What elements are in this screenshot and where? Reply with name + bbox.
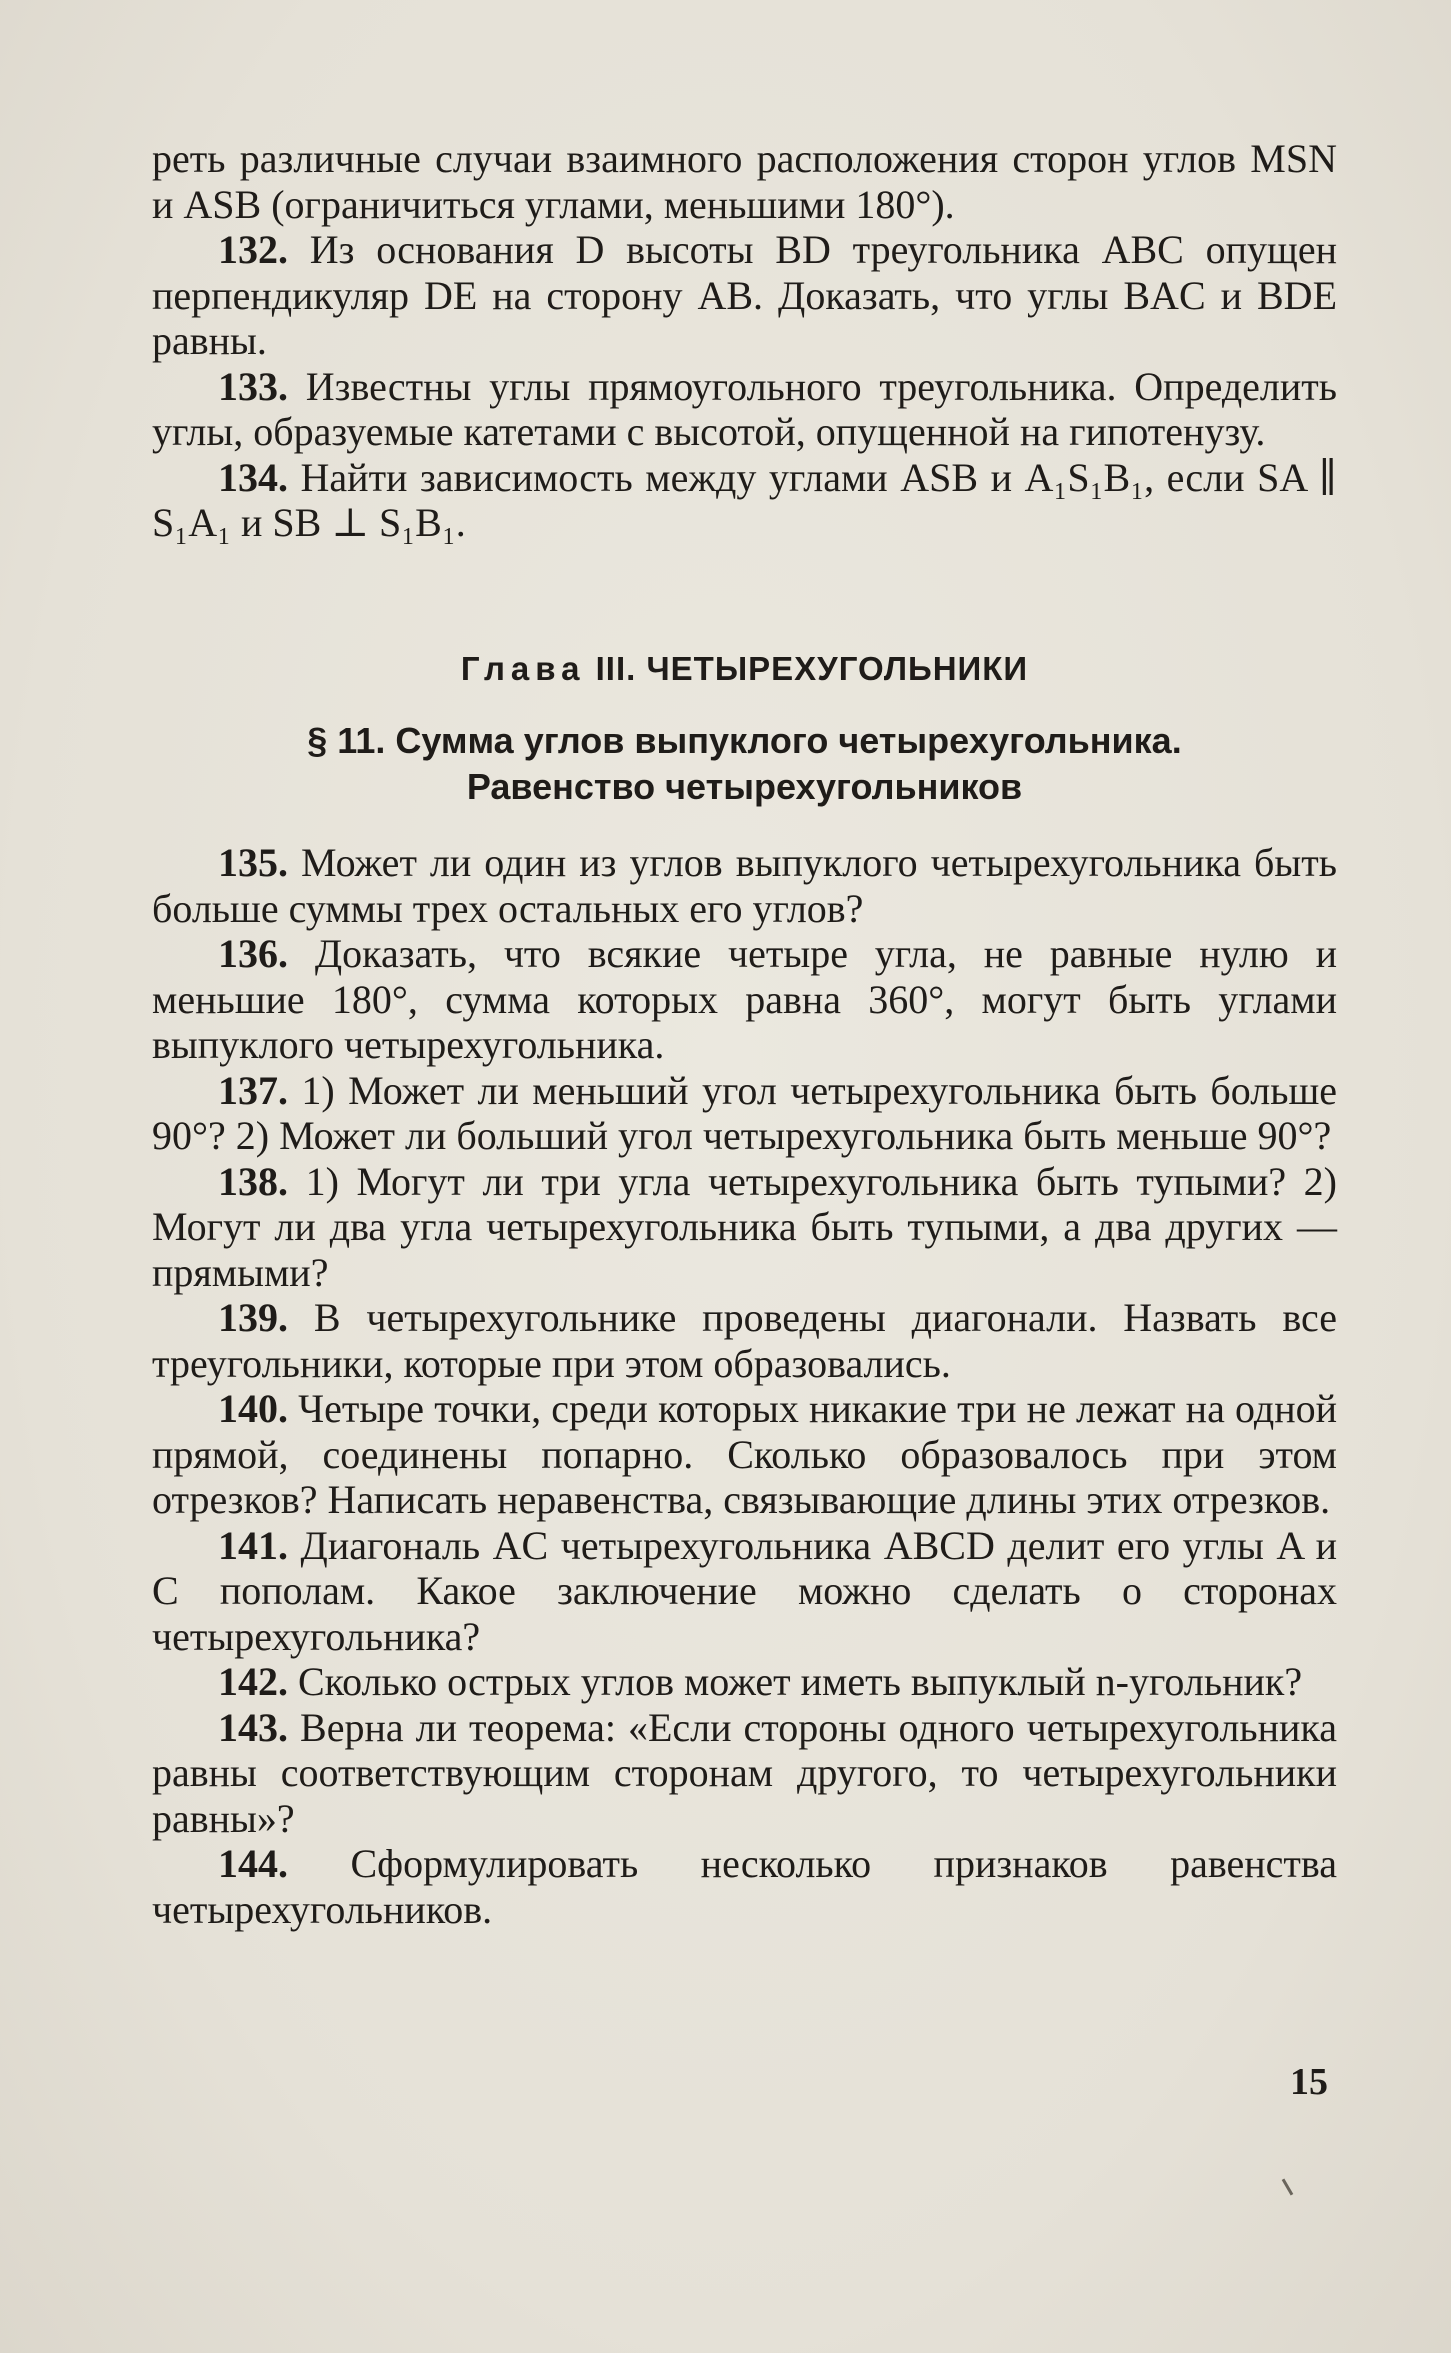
problem-text: Доказать, что всякие четыре угла, не равные нулю и меньшие 180°, сумма которых равна 360°, могут быть углами выпуклого четырехугольника. <box>152 931 1338 1067</box>
problem-number: 139. <box>218 1295 288 1340</box>
problem-text: 1) Могут ли три угла четырехугольника быть тупыми? 2) Могут ли два угла четырехугольника быть тупыми, а два других — прямыми? <box>152 1158 1338 1295</box>
problem-number: 135. <box>218 840 288 885</box>
print-speck <box>1282 2178 1294 2195</box>
problem-text: В четырехугольнике проведены диагонали. Назвать все треугольники, которые при этом образовались. <box>152 1295 1338 1386</box>
problem-text: Верна ли теорема: «Если стороны одного четырехугольника равны соответствующим сторонам другого, то четырехугольники равны»? <box>152 1704 1338 1841</box>
problem-143 <box>152 1705 1337 1842</box>
problem-135 <box>152 840 1337 931</box>
problem-number: 132. <box>218 227 288 272</box>
problem-134 <box>152 455 1337 546</box>
problem-text: Известны углы прямоугольного треугольника. Определить углы, образуемые катетами с высотой, опущенной на гипотенузу. <box>152 363 1338 454</box>
problem-132 <box>152 227 1337 364</box>
page-number: 15 <box>1290 2061 1328 2103</box>
problem-144 <box>152 1841 1337 1932</box>
chapter-heading <box>152 650 1337 688</box>
problem-text: Сформулировать несколько признаков равенства четырехугольников. <box>152 1841 1337 1932</box>
problem-text: Из основания D высоты BD треугольника ABC опущен перпендикуляр DE на сторону AB. Доказать, что углы BAC и BDE равны. <box>152 227 1337 363</box>
problem-137 <box>152 1068 1337 1159</box>
problem-number: 133. <box>218 363 288 409</box>
problem-142 <box>152 1659 1337 1705</box>
problem-133 <box>152 364 1337 455</box>
problem-number: 141. <box>218 1522 288 1568</box>
chapter-label: Глава <box>460 650 586 687</box>
section-title-line-1: § 11. Сумма углов выпуклого четырехугольника. <box>307 720 1182 761</box>
problem-141 <box>152 1523 1337 1660</box>
problem-text: Может ли один из углов выпуклого четырехугольника быть больше суммы трех остальных его углов? <box>152 840 1338 931</box>
section-title-line-2: Равенство четырехугольников <box>466 766 1023 807</box>
problem-text: Найти зависимость между углами ASB и A₁S₁B₁, если SA ∥ S₁A₁ и SB ⊥ S₁B₁. <box>152 454 1338 545</box>
problem-number: 144. <box>218 1841 288 1886</box>
problem-number: 142. <box>218 1659 288 1704</box>
problem-number: 134. <box>218 454 288 500</box>
problem-number: 143. <box>218 1704 288 1750</box>
problems-block <box>152 840 1337 1932</box>
problem-140 <box>152 1386 1337 1523</box>
chapter-title: III. ЧЕТЫРЕХУГОЛЬНИКИ <box>595 650 1029 687</box>
section-heading <box>152 718 1337 810</box>
problem-136 <box>152 931 1337 1068</box>
problem-text: Сколько острых углов может иметь выпуклый n-угольник? <box>298 1659 1303 1704</box>
problem-139 <box>152 1295 1337 1386</box>
problem-number: 137. <box>218 1067 288 1113</box>
problem-138 <box>152 1159 1337 1296</box>
problem-number: 140. <box>218 1386 288 1431</box>
continued-paragraph <box>152 136 1337 227</box>
problem-text: 1) Может ли меньший угол четырехугольника быть больше 90°? 2) Может ли больший угол четырехугольника быть меньше 90°? <box>152 1067 1338 1158</box>
problem-number: 138. <box>218 1158 288 1204</box>
problem-text: Диагональ AC четырехугольника ABCD делит его углы A и C пополам. Какое заключение можно сделать о сторонах четырехугольника? <box>152 1522 1338 1659</box>
problem-text: Четыре точки, среди которых никакие три не лежат на одной прямой, соединены попарно. Сколько образовалось при этом отрезков? Написать неравенства, связывающие длины этих отрезков. <box>152 1386 1338 1522</box>
paragraph-text: реть различные случаи взаимного расположения сторон углов MSN и ASB (ограничиться углами, меньшими 180°). <box>152 136 1337 227</box>
problem-number: 136. <box>218 931 288 976</box>
previous-problems-block <box>152 136 1337 546</box>
